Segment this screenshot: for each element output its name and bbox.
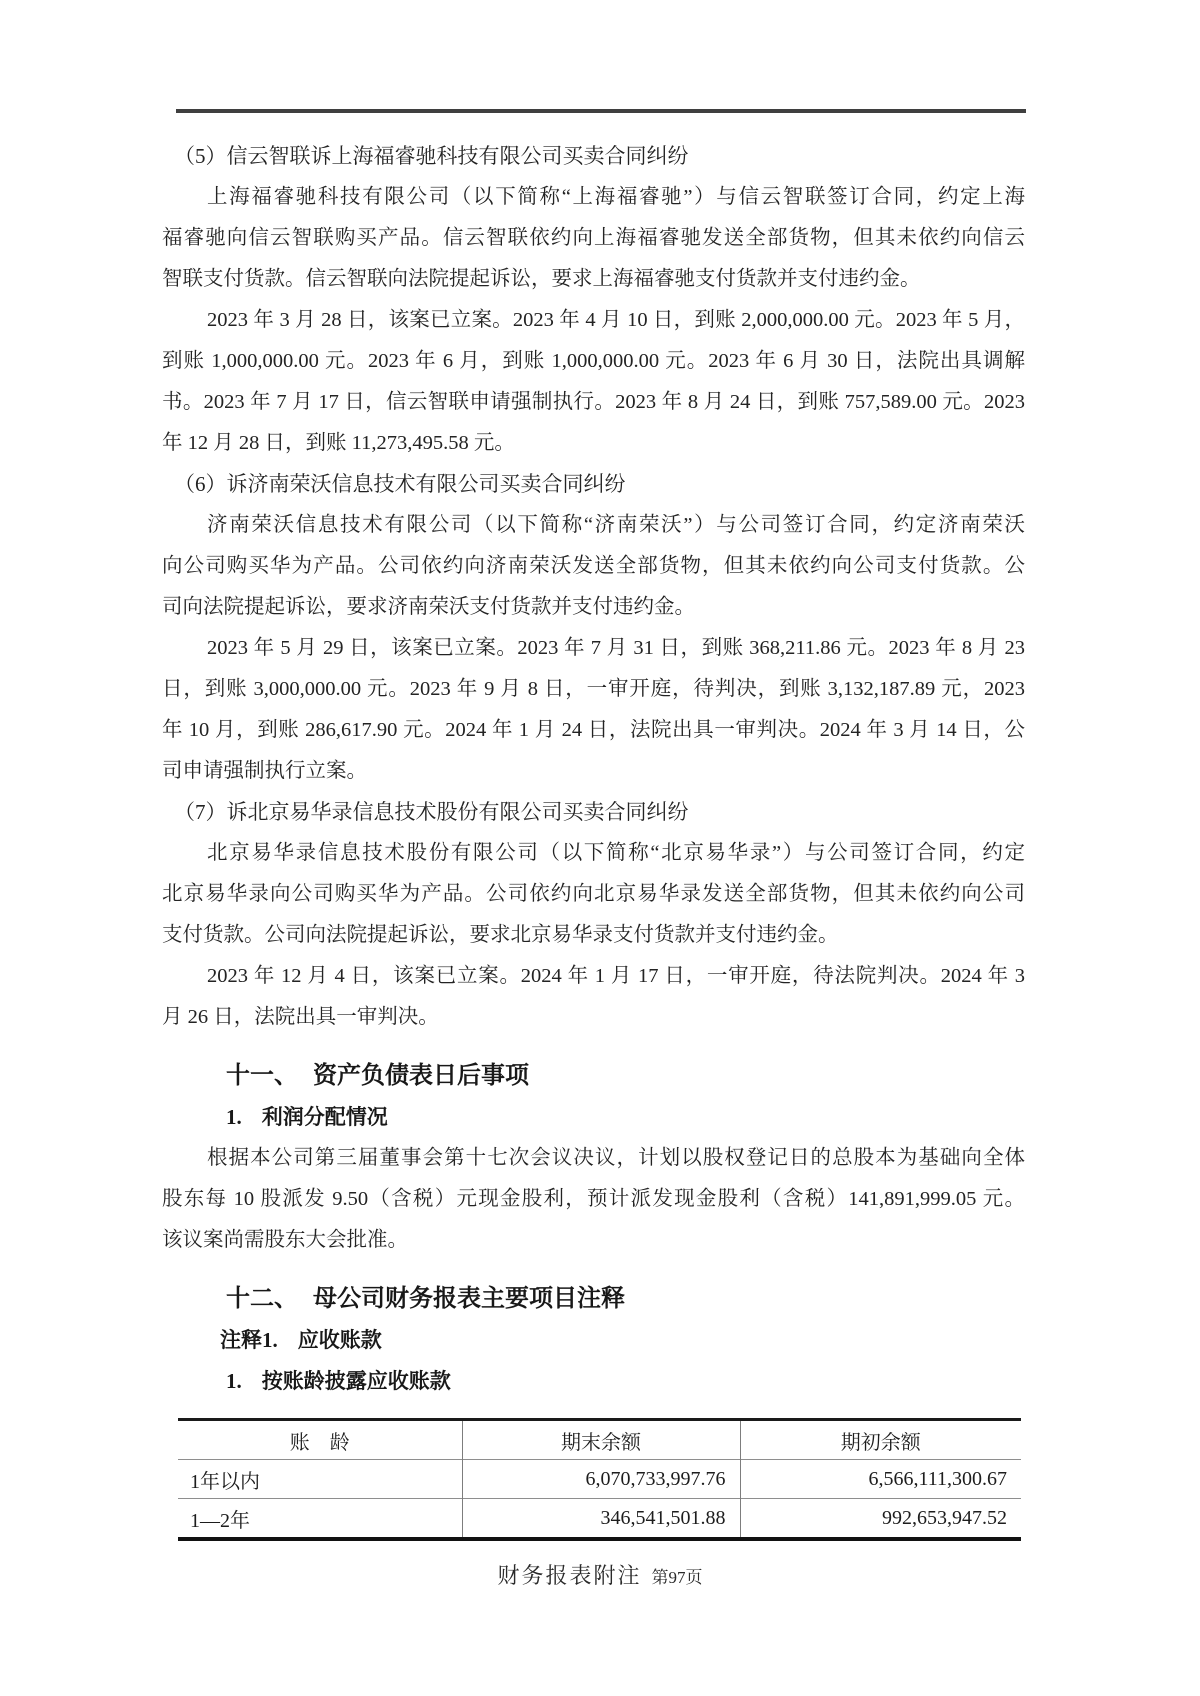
paragraph-line: 书。2023 年 7 月 17 日，信云智联申请强制执行。2023 年 8 月 24 日，到账 757,589.00 元。2023 xyxy=(162,391,1025,413)
paragraph-line: 智联支付货款。信云智联向法院提起诉讼，要求上海福睿驰支付货款并支付违约金。 xyxy=(162,268,921,290)
paragraph-line: 司向法院提起诉讼，要求济南荣沃支付货款并支付违约金。 xyxy=(162,596,695,618)
paragraph xyxy=(162,300,1025,464)
paragraph-line: 北京易华录信息技术股份有限公司（以下简称“北京易华录”）与公司签订合同，约定 xyxy=(207,842,1025,864)
page-footer xyxy=(0,1558,1200,1597)
paragraph-line: 支付货款。公司向法院提起诉讼，要求北京易华录支付货款并支付违约金。 xyxy=(162,924,839,946)
subsection-heading xyxy=(162,1320,1025,1361)
paragraph xyxy=(162,833,1025,956)
table-header-row xyxy=(178,1420,1021,1460)
paragraph-line: 济南荣沃信息技术有限公司（以下简称“济南荣沃”）与公司签订合同，约定济南荣沃 xyxy=(207,514,1025,536)
subsection-heading xyxy=(162,1361,1025,1402)
paragraph-line: 根据本公司第三届董事会第十七次会议决议，计划以股权登记日的总股本为基础向全体 xyxy=(207,1147,1025,1169)
paragraph-line: 2023 年 12 月 4 日，该案已立案。2024 年 1 月 17 日，一审开庭，待法院判决。2024 年 3 xyxy=(207,965,1025,987)
paragraph-line: 向公司购买华为产品。公司依约向济南荣沃发送全部货物，但其未依约向公司支付货款。公 xyxy=(162,555,1025,577)
paragraph-line: 福睿驰向信云智联购买产品。信云智联依约向上海福睿驰发送全部货物，但其未依约向信云 xyxy=(162,227,1025,249)
footer-page-number: 第97页 xyxy=(651,1568,703,1587)
subsection-number: 1. xyxy=(226,1105,242,1129)
paragraph-line: 该议案尚需股东大会批准。 xyxy=(162,1229,408,1251)
paragraph xyxy=(162,505,1025,628)
section-heading xyxy=(162,1279,1025,1320)
subsection-title: 按账龄披露应收账款 xyxy=(261,1369,451,1393)
paragraph xyxy=(162,177,1025,300)
table-cell: 6,070,733,997.76 xyxy=(462,1460,740,1499)
paragraph xyxy=(162,628,1025,792)
table-cell: 992,653,947.52 xyxy=(740,1499,1021,1540)
document-body xyxy=(162,136,1025,1541)
section-number: 十二、 xyxy=(226,1286,298,1312)
subsection-title: 利润分配情况 xyxy=(261,1105,388,1129)
subsection-title: 应收账款 xyxy=(297,1328,382,1352)
section-title: 资产负债表日后事项 xyxy=(313,1063,529,1089)
section-number: 十一、 xyxy=(226,1063,298,1089)
paragraph-line: 年 10 月，到账 286,617.90 元。2024 年 1 月 24 日，法院出具一审判决。2024 年 3 月 14 日，公 xyxy=(162,719,1025,741)
table-header-cell: 期初余额 xyxy=(740,1420,1021,1460)
table-header-cell: 期末余额 xyxy=(462,1420,740,1460)
paragraph xyxy=(162,956,1025,1038)
table-cell: 346,541,501.88 xyxy=(462,1499,740,1540)
table-header-cell: 账 龄 xyxy=(289,1431,350,1454)
section-heading xyxy=(162,1056,1025,1097)
subsection-number: 注释1. xyxy=(220,1328,278,1352)
subsection-number: 1. xyxy=(226,1369,242,1393)
paragraph-line: 股东每 10 股派发 9.50（含税）元现金股利，预计派发现金股利（含税）141,891,999.05 元。 xyxy=(162,1188,1025,1210)
paragraph-line: 年 12 月 28 日，到账 11,273,495.58 元。 xyxy=(162,432,515,454)
paragraph xyxy=(162,1138,1025,1261)
table-cell: 6,566,111,300.67 xyxy=(740,1460,1021,1499)
footer-title: 财务报表附注 xyxy=(497,1563,642,1588)
section-title: 母公司财务报表主要项目注释 xyxy=(313,1286,625,1312)
table-row xyxy=(178,1499,1021,1540)
table-cell: 1年以内 xyxy=(178,1460,462,1499)
aging-table xyxy=(178,1418,1021,1541)
paragraph-line: 2023 年 5 月 29 日，该案已立案。2023 年 7 月 31 日，到账 368,211.86 元。2023 年 8 月 23 xyxy=(207,637,1025,659)
paragraph-line: 2023 年 3 月 28 日，该案已立案。2023 年 4 月 10 日，到账 2,000,000.00 元。2023 年 5 月， xyxy=(207,309,1025,331)
header-rule xyxy=(176,109,1026,113)
table-row xyxy=(178,1460,1021,1499)
paragraph-line: 北京易华录向公司购买华为产品。公司依约向北京易华录发送全部货物，但其未依约向公司 xyxy=(162,883,1025,905)
lawsuit-heading: （7）诉北京易华录信息技术股份有限公司买卖合同纠纷 xyxy=(174,800,689,824)
lawsuit-heading: （6）诉济南荣沃信息技术有限公司买卖合同纠纷 xyxy=(174,472,626,496)
paragraph-line: 日，到账 3,000,000.00 元。2023 年 9 月 8 日，一审开庭，待判决，到账 3,132,187.89 元，2023 xyxy=(162,678,1025,700)
paragraph-line: 上海福睿驰科技有限公司（以下简称“上海福睿驰”）与信云智联签订合同，约定上海 xyxy=(207,186,1025,208)
paragraph-line: 月 26 日，法院出具一审判决。 xyxy=(162,1006,439,1028)
lawsuit-heading: （5）信云智联诉上海福睿驰科技有限公司买卖合同纠纷 xyxy=(174,144,689,168)
subsection-heading xyxy=(162,1097,1025,1138)
paragraph-line: 司申请强制执行立案。 xyxy=(162,760,367,782)
paragraph-line: 到账 1,000,000.00 元。2023 年 6 月，到账 1,000,000.00 元。2023 年 6 月 30 日，法院出具调解 xyxy=(162,350,1025,372)
table-cell: 1—2年 xyxy=(178,1499,462,1540)
